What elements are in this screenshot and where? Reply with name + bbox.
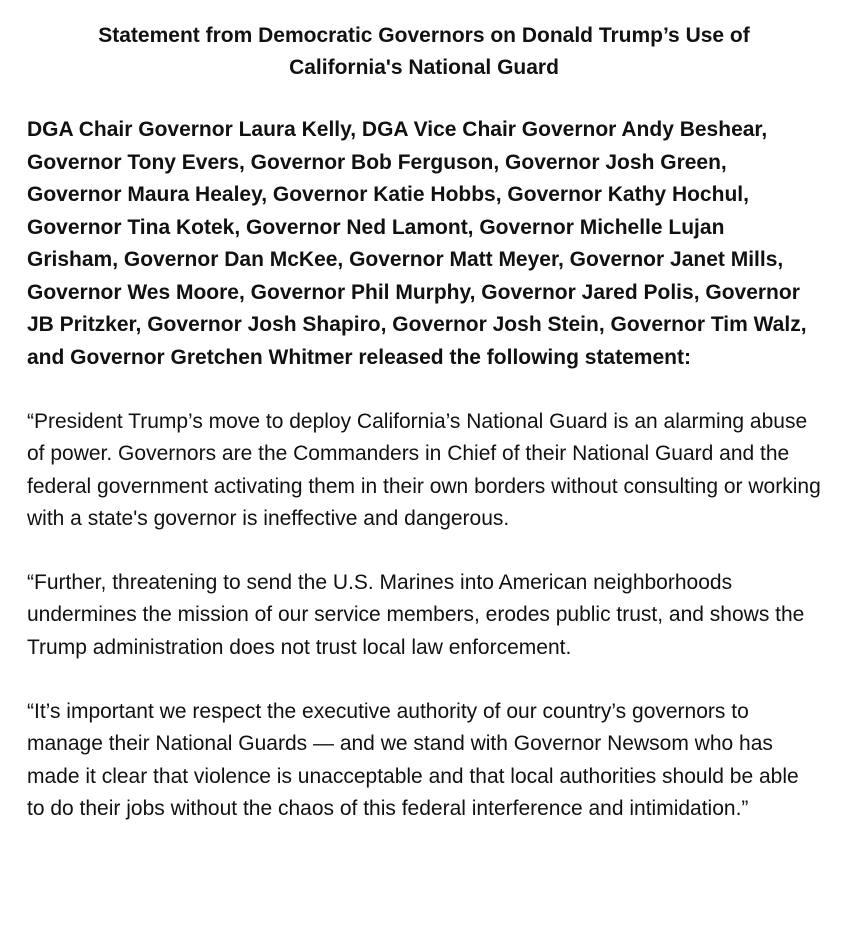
statement-paragraph: “Further, threatening to send the U.S. Marines into American neighborhoods undermines the mission of our service members, erodes public trust, and shows the Trump administration does not trust local law enforcement. bbox=[27, 571, 805, 659]
governors-intro: DGA Chair Governor Laura Kelly, DGA Vice Chair Governor Andy Beshear, Governor Tony Evers, Governor Bob Ferguson, Governor Josh Green, Governor Maura Healey, Governor Katie Hobbs, Governor Kathy Hochul, Governor Tina Kotek, Governor Ned Lamont, Governor Michelle Lujan Grisham, Governor Dan McKee, Governor Matt Meyer, Governor Janet Mills, Governor Wes Moore, Governor Phil Murphy, Governor Jared Polis, Governor JB Pritzker, Governor Josh Shapiro, Governor Josh Stein, Governor Tim Walz, and Governor Gretchen Whitmer released the following statement: bbox=[27, 118, 807, 369]
statement-paragraph: “It’s important we respect the executive authority of our country’s governors to manage their National Guards — and we stand with Governor Newsom who has made it clear that violence is unacceptable and that local authorities should be able to do their jobs without the chaos of this federal interference and intimidation.” bbox=[27, 700, 799, 820]
statement-title-line-2: California's National Guard bbox=[289, 56, 559, 79]
statement-title bbox=[27, 20, 821, 84]
statement-title-line-1: Statement from Democratic Governors on Donald Trump’s Use of bbox=[98, 24, 750, 47]
statement-paragraph: “President Trump’s move to deploy California’s National Guard is an alarming abuse of power. Governors are the Commanders in Chief of their National Guard and the federal government activating them in their own borders without consulting or working with a state's governor is ineffective and dangerous. bbox=[27, 410, 821, 530]
